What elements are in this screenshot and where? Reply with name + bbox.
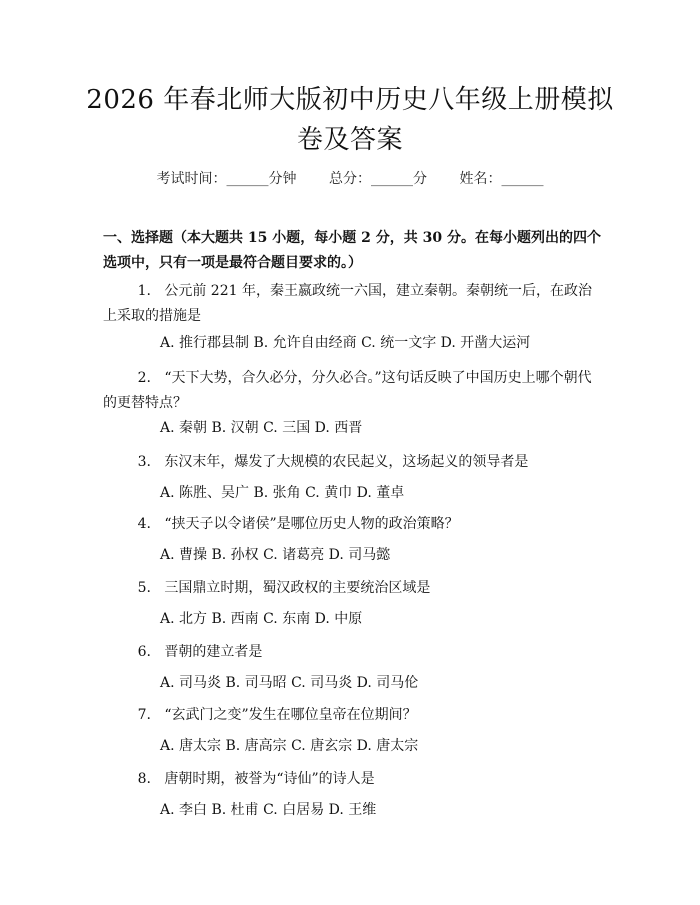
question-number: 7. xyxy=(137,707,151,723)
question-number: 5. xyxy=(137,580,151,596)
page-title-line2: 卷及答案 xyxy=(296,125,403,155)
question-options: A. 曹操 B. 孙权 C. 诸葛亮 D. 司马懿 xyxy=(160,547,391,563)
question-options: A. 唐太宗 B. 唐高宗 C. 唐玄宗 D. 唐太宗 xyxy=(160,738,419,754)
question-stem: 公元前 221 年，秦王嬴政统一六国，建立秦朝。秦朝统一后，在政治上采取的措施是 xyxy=(103,283,592,324)
question-stem: 晋朝的建立者是 xyxy=(164,644,263,660)
question-options: A. 北方 B. 西南 C. 东南 D. 中原 xyxy=(160,611,363,627)
exam-meta xyxy=(0,168,700,188)
student-name: 姓名：______ xyxy=(459,171,544,187)
question-stem: “天下大势，合久必分，分久必合。”这句话反映了中国历史上哪个朝代的更替特点？ xyxy=(103,370,592,411)
question-options: A. 司马炎 B. 司马昭 C. 司马炎 D. 司马伦 xyxy=(160,675,419,691)
question-3 xyxy=(103,450,603,475)
question-stem: 唐朝时期，被誉为“诗仙”的诗人是 xyxy=(164,771,375,787)
question-8 xyxy=(103,767,603,792)
question-2 xyxy=(103,366,603,416)
question-stem: 三国鼎立时期，蜀汉政权的主要统治区域是 xyxy=(164,580,431,596)
question-stem: “玄武门之变”发生在哪位皇帝在位期间？ xyxy=(164,707,417,723)
question-options: A. 推行郡县制 B. 允许自由经商 C. 统一文字 D. 开凿大运河 xyxy=(160,335,531,351)
exam-time: 考试时间：______分钟 xyxy=(156,171,297,187)
question-number: 4. xyxy=(137,516,151,532)
exam-score: 总分：______分 xyxy=(329,171,427,187)
question-number: 8. xyxy=(137,771,151,787)
question-number: 3. xyxy=(137,454,151,470)
section-heading: 一、选择题（本大题共 15 小题，每小题 2 分，共 30 分。在每小题列出的四个选项中，只有一项是最符合题目要求的。） xyxy=(103,230,601,271)
page-title-line1: 2026 年春北师大版初中历史八年级上册模拟 xyxy=(86,85,614,115)
question-stem: “挟天子以令诸侯”是哪位历史人物的政治策略？ xyxy=(164,516,459,532)
question-4 xyxy=(103,512,603,537)
question-7 xyxy=(103,703,603,728)
question-options: A. 陈胜、吴广 B. 张角 C. 黄巾 D. 董卓 xyxy=(160,485,405,501)
question-number: 1. xyxy=(137,283,151,299)
question-1 xyxy=(103,279,603,329)
question-options: A. 李白 B. 杜甫 C. 白居易 D. 王维 xyxy=(160,802,377,818)
question-options: A. 秦朝 B. 汉朝 C. 三国 D. 西晋 xyxy=(160,420,363,436)
question-5 xyxy=(103,576,603,601)
question-number: 6. xyxy=(137,644,151,660)
question-stem: 东汉末年，爆发了大规模的农民起义，这场起义的领导者是 xyxy=(164,454,529,470)
question-number: 2. xyxy=(137,370,151,386)
question-6 xyxy=(103,640,603,665)
